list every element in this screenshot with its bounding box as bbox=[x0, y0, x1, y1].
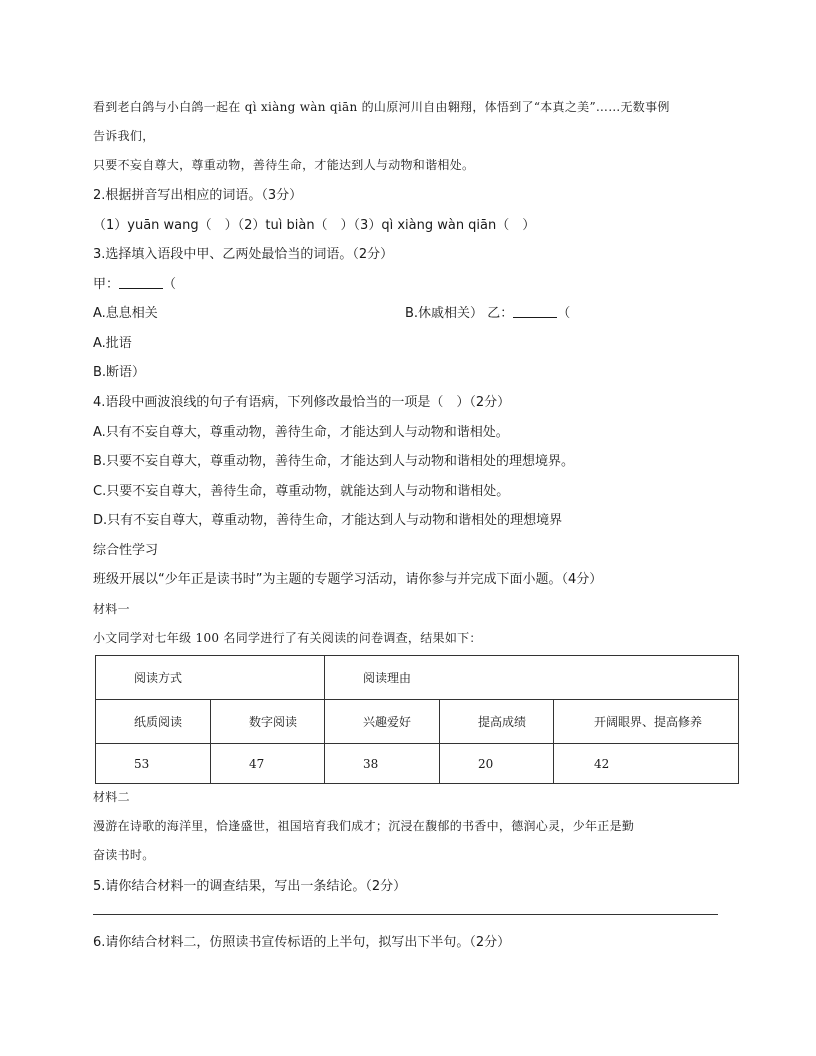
survey-table bbox=[95, 655, 739, 784]
value-digital: 47 bbox=[211, 744, 325, 784]
material-2-title: 材料二 bbox=[93, 790, 130, 804]
option-a-2: A.批语 bbox=[93, 336, 132, 351]
option-a-1: A.息息相关 bbox=[93, 306, 158, 321]
value-paper: 53 bbox=[96, 744, 211, 784]
col-digital: 数字阅读 bbox=[211, 700, 325, 744]
question-2-items: （1）yuān wang（ ）（2）tuì biàn（ ）（3）qì xiàng wàn qiān（ ） bbox=[93, 218, 536, 233]
table-value-row bbox=[96, 744, 739, 784]
passage-line-1: 看到老白鸽与小白鸽一起在 qì xiàng wàn qiān 的山原河川自由翱翔，体悟到了“本真之美”……无数事例 bbox=[93, 100, 670, 114]
question-6-prompt: 6.请你结合材料二，仿照读书宣传标语的上半句，拟写出下半句。（2分） bbox=[93, 935, 511, 950]
jia-blank[interactable] bbox=[119, 276, 163, 289]
passage-line-3: 只要不妄自尊大，尊重动物，善待生命，才能达到人与动物和谐相处。 bbox=[93, 158, 475, 172]
option-b-1-and-yi bbox=[405, 302, 570, 321]
col-interest: 兴趣爱好 bbox=[325, 700, 440, 744]
value-horizons: 42 bbox=[554, 744, 739, 784]
question-4-option-b: B.只要不妄自尊大，尊重动物，善待生命，才能达到人与动物和谐相处的理想境界。 bbox=[93, 454, 575, 469]
question-4-option-c: C.只要不妄自尊大，善待生命，尊重动物，就能达到人与动物和谐相处。 bbox=[93, 484, 510, 499]
material-2-line-2: 奋读书时。 bbox=[93, 848, 155, 862]
material-2-line-1: 漫游在诗歌的海洋里，恰逢盛世，祖国培育我们成才；沉浸在馥郁的书香中，德润心灵，少年正是勤 bbox=[93, 819, 635, 833]
header-reading-reason: 阅读理由 bbox=[325, 656, 739, 700]
section-intro: 班级开展以“少年正是读书时”为主题的专题学习活动，请你参与并完成下面小题。（4分） bbox=[93, 572, 603, 587]
option-b-2: B.断语） bbox=[93, 365, 146, 380]
col-paper: 纸质阅读 bbox=[96, 700, 211, 744]
yi-after: （ bbox=[557, 306, 571, 321]
option-b-1: B.休戚相关） bbox=[405, 306, 484, 321]
header-reading-method: 阅读方式 bbox=[96, 656, 325, 700]
question-2-prompt: 2.根据拼音写出相应的词语。（3分） bbox=[93, 188, 303, 203]
answer-line[interactable] bbox=[93, 914, 718, 915]
value-interest: 38 bbox=[325, 744, 440, 784]
table-subheader-row bbox=[96, 700, 739, 744]
value-grades: 20 bbox=[440, 744, 554, 784]
yi-blank[interactable] bbox=[513, 305, 557, 318]
yi-label: 乙： bbox=[487, 306, 514, 321]
question-3-prompt: 3.选择填入语段中甲、乙两处最恰当的词语。（2分） bbox=[93, 247, 394, 262]
question-4-prompt: 4.语段中画波浪线的句子有语病，下列修改最恰当的一项是（ ）（2分） bbox=[93, 395, 511, 410]
table-header-row bbox=[96, 656, 739, 700]
question-4-option-a: A.只有不妄自尊大，尊重动物，善待生命，才能达到人与动物和谐相处。 bbox=[93, 425, 509, 440]
question-3-jia bbox=[93, 273, 176, 292]
col-horizons: 开阔眼界、提高修养 bbox=[554, 700, 739, 744]
question-4-option-d: D.只有不妄自尊大，尊重动物，善待生命，才能达到人与动物和谐相处的理想境界 bbox=[93, 513, 563, 528]
jia-label: 甲： bbox=[93, 277, 120, 292]
passage-line-2: 告诉我们， bbox=[93, 129, 155, 143]
col-grades: 提高成绩 bbox=[440, 700, 554, 744]
material-1-desc: 小文同学对七年级 100 名同学进行了有关阅读的问卷调查，结果如下： bbox=[93, 631, 482, 645]
section-title: 综合性学习 bbox=[93, 543, 159, 558]
material-1-title: 材料一 bbox=[93, 602, 130, 616]
jia-after: （ bbox=[163, 277, 177, 292]
question-5-prompt: 5.请你结合材料一的调查结果，写出一条结论。（2分） bbox=[93, 879, 407, 894]
